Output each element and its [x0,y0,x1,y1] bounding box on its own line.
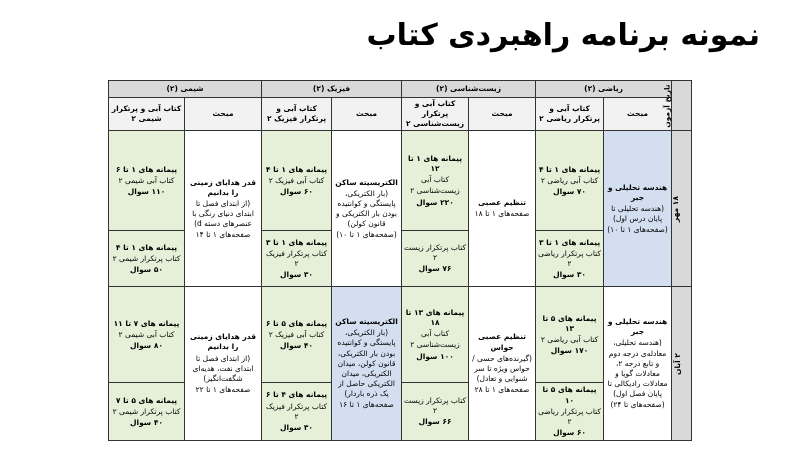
subject-fizik: فیزیک (۲) [262,81,402,98]
book-cell: پیمانه های ۴ تا ۶ کتاب پرتکرار فیزیک ۲ ۳۰ سوال [262,383,332,441]
topic-header: مبحث [604,98,672,131]
book-header-zist: کتاب آبی و پرتکرار زیست‌شناسی ۲ [402,98,469,131]
book-header-fizik: کتاب آبی و پرتکرار فیزیک ۲ [262,98,332,131]
book-cell: پیمانه های ۱ تا ۴ کتاب آبی ریاضی ۲ ۷۰ سوال [536,131,604,231]
book-cell: پیمانه های ۷ تا ۱۱ کتاب آبی شیمی ۲ ۸۰ سوال [109,287,185,383]
book-cell: پیمانه های ۱ تا ۳ کتاب پرتکرار ریاضی ۲ ۳۰ سوال [536,231,604,287]
book-cell: پیمانه های ۱۳ تا ۱۸ کتاب آبی زیست‌شناسی ۲ ۱۰۰ سوال [402,287,469,383]
topic-cell: هندسه تحلیلی و جبر (هندسه تحلیلی تا پایان درس اول) (صفحه‌های ۱ تا ۱۰) [604,131,672,287]
exam-date: ۲ آبان [672,287,692,441]
topic-cell: قدر هدایای زمینی را بدانیم (از ابتدای فصل تا ابتدای نفت، هدیه‌ای شگفت‌انگیز) صفحه‌های ۱ تا ۲۲ [185,287,262,441]
book-cell: پیمانه های ۱ تا ۶ کتاب آبی شیمی ۲ ۱۱۰ سوال [109,131,185,231]
book-cell: پیمانه های ۱ تا ۴ کتاب آبی فیزیک ۲ ۶۰ سوال [262,131,332,231]
topic-cell: قدر هدایای زمینی را بدانیم (از ابتدای فصل تا ابتدای دنیای رنگی با عنصرهای دسته d) صفحه‌های ۱ تا ۱۴ [185,131,262,287]
book-cell: پیمانه های ۱ تا ۴ کتاب پرتکرار شیمی ۲ ۵۰ سوال [109,231,185,287]
subject-zist: زیست‌شناسی (۲) [402,81,536,98]
book-cell: کتاب پرتکرار زیست ۲ ۶۶ سوال [402,383,469,441]
topic-cell: الکتریسیته ساکن (بار الکتریکی، پایستگی و کوانتیده بودن بار الکتریکی و قانون کولن) (صفحه‌های ۱ تا ۱۰) [332,131,402,287]
topic-cell: تنظیم عصبی حواس (گیرنده‌های حسی / حواس ویژه تا سر شنوایی و تعادل) صفحه‌های ۱ تا ۲۸ [469,287,536,441]
subject-shimi: شیمی (۲) [109,81,262,98]
exam-date: ۱۸ مهر [672,131,692,287]
book-cell: پیمانه های ۱ تا ۱۲ کتاب آبی زیست‌شناسی ۲ ۲۲۰ سوال [402,131,469,231]
topic-cell: تنظیم عصبی صفحه‌های ۱ تا ۱۸ [469,131,536,287]
schedule-table [108,80,692,441]
page-title: نمونه برنامه راهبردی کتاب [366,18,760,53]
book-cell: پیمانه های ۱ تا ۳ کتاب پرتکرار فیزیک ۲ ۳۰ سوال [262,231,332,287]
date-header: تاریخ آزمون [672,81,692,131]
topic-header: مبحث [185,98,262,131]
topic-header: مبحث [332,98,402,131]
subject-riazi: ریاضی (۲) [536,81,672,98]
topic-cell: الکتریسیته ساکن (بار الکتریکی، پایستگی و کوانتیده بودن بار الکتریکی، قانون کولن، میدان الکتریکی، میدان الکتریکی حاصل از یک ذره باردار) صفحه‌های ۱ تا ۱۶ [332,287,402,441]
topic-cell: هندسه تحلیلی و جبر (هندسه تحلیلی، معادله‌ی درجه دوم و تابع درجه ۲، معادلات گویا و معادلات رادیکالی تا پایان فصل اول) (صفحه‌های تا ۲۴) [604,287,672,441]
book-cell: پیمانه های ۵ تا ۱۳ کتاب آبی ریاضی ۲ ۱۷۰ سوال [536,287,604,383]
book-cell: پیمانه های ۵ تا ۷ کتاب پرتکرار شیمی ۲ ۴۰ سوال [109,383,185,441]
book-cell: پیمانه های ۵ تا ۱۰ کتاب پرتکرار ریاضی ۲ ۶۰ سوال [536,383,604,441]
topic-header: مبحث [469,98,536,131]
book-cell: پیمانه های ۵ تا ۶ کتاب آبی فیزیک ۲ ۴۰ سوال [262,287,332,383]
book-header-shimi: کتاب آبی و پرتکرار شیمی ۲ [109,98,185,131]
book-cell: کتاب پرتکرار زیست ۲ ۷۶ سوال [402,231,469,287]
book-header-riazi: کتاب آبی و پرتکرار ریاضی ۲ [536,98,604,131]
